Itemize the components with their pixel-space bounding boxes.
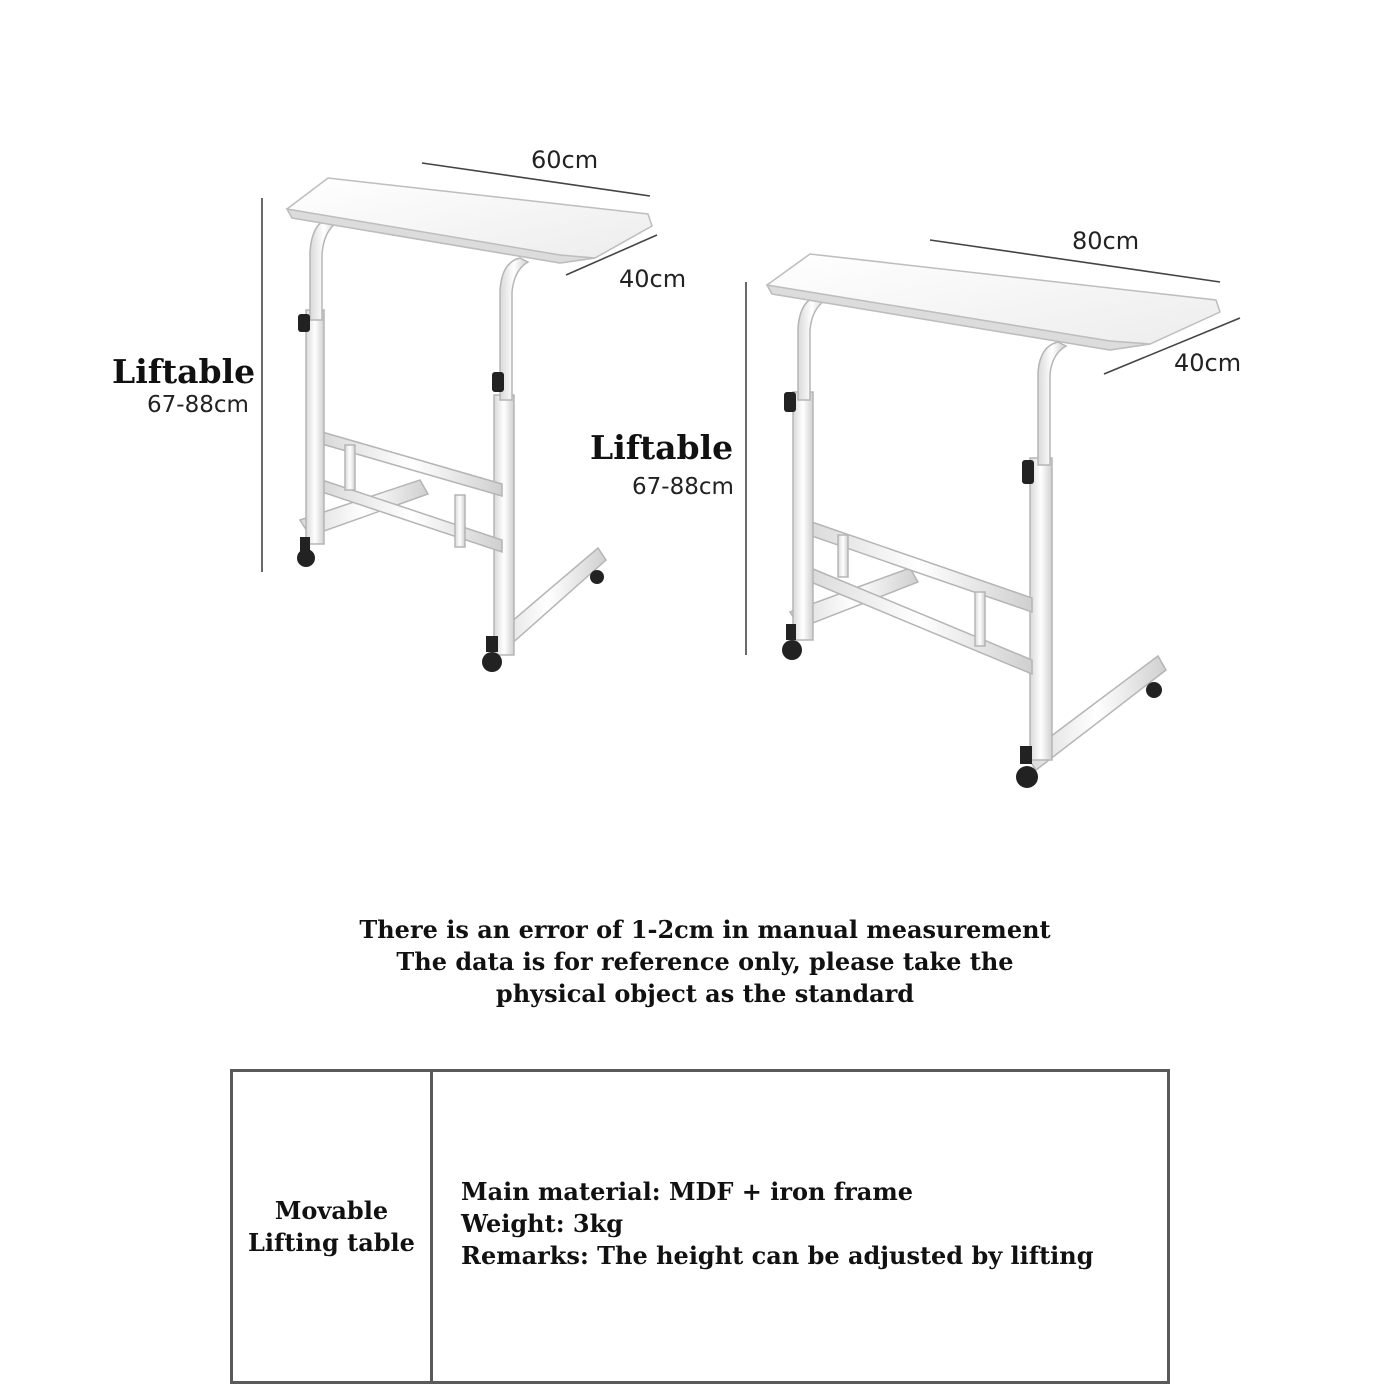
caster-wheel-icon <box>1016 766 1038 788</box>
small-width-label: 60cm <box>531 146 599 174</box>
small-depth-label: 40cm <box>619 265 687 293</box>
spec-remarks: Remarks: The height can be adjusted by lifting <box>461 1240 1094 1270</box>
notice-line: The data is for reference only, please take the <box>396 947 1014 976</box>
product-name-line: Movable <box>274 1195 389 1225</box>
product-name-line: Lifting table <box>248 1227 415 1257</box>
large-lift-range: 67-88cm <box>632 474 734 500</box>
caster-wheel-icon <box>482 652 502 672</box>
large-depth-label: 40cm <box>1174 349 1242 377</box>
spec-details-cell <box>433 1072 1167 1381</box>
large-width-label: 80cm <box>1072 227 1140 255</box>
spec-material: Main material: MDF + iron frame <box>461 1176 913 1206</box>
height-knob-icon <box>298 314 310 332</box>
caster-wheel-icon <box>1146 682 1162 698</box>
spec-weight: Weight: 3kg <box>461 1208 624 1238</box>
spec-product-name-cell <box>233 1072 433 1381</box>
small-lift-range: 67-88cm <box>147 392 249 418</box>
measurement-notice <box>300 914 1110 1010</box>
caster-wheel-icon <box>782 640 802 660</box>
spec-table <box>230 1069 1170 1384</box>
caster-wheel-icon <box>297 549 315 567</box>
height-knob-icon <box>1022 460 1034 484</box>
notice-line: There is an error of 1-2cm in manual measurement <box>359 915 1051 944</box>
caster-wheel-icon <box>590 570 604 584</box>
small-lift-title: Liftable <box>112 352 256 391</box>
notice-line: physical object as the standard <box>495 979 915 1008</box>
large-lift-title: Liftable <box>590 428 734 467</box>
height-knob-icon <box>492 372 504 392</box>
height-knob-icon <box>784 392 796 412</box>
